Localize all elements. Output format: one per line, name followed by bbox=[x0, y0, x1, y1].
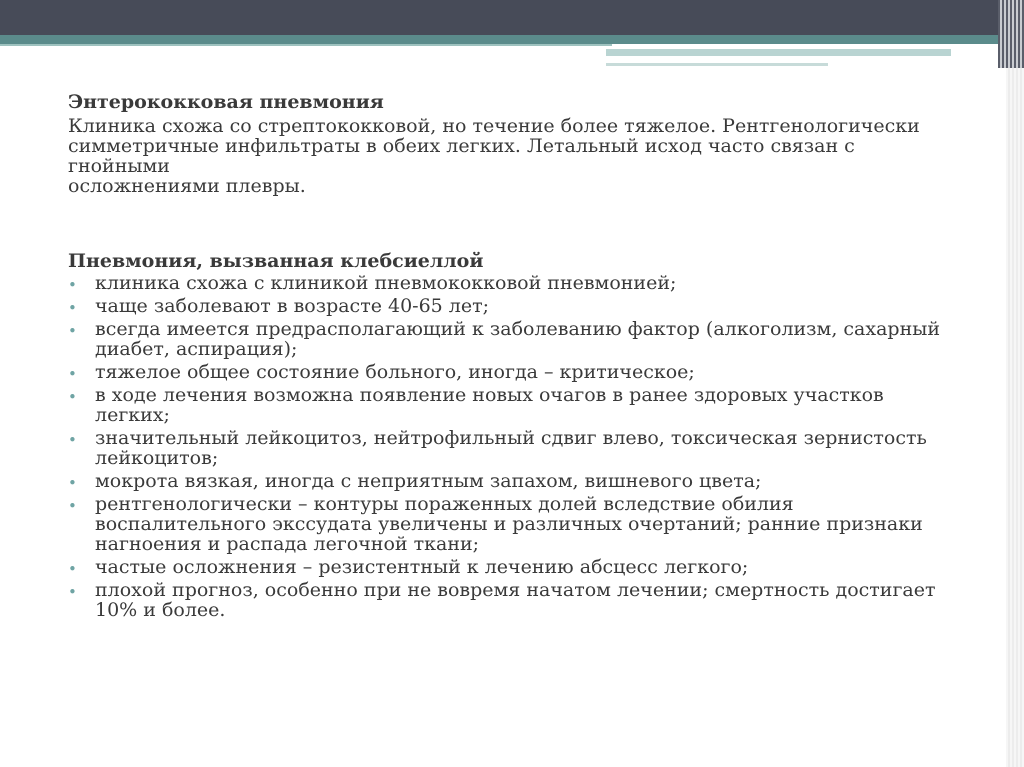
list-item-text: в ходе лечения возможна появление новых очагов в ранее здоровых участков легких; bbox=[95, 384, 884, 426]
section-title-enterococcal: Энтерококковая пневмония bbox=[68, 91, 384, 113]
bullet-dot-icon: • bbox=[68, 276, 77, 294]
bullet-dot-icon: • bbox=[68, 497, 77, 515]
list-item-text: чаще заболевают в возрасте 40-65 лет; bbox=[95, 295, 490, 317]
section-paragraph-enterococcal bbox=[68, 116, 953, 196]
list-item-text: тяжелое общее состояние больного, иногда – критическое; bbox=[95, 361, 695, 383]
header-light-band bbox=[606, 49, 951, 56]
list-item bbox=[68, 428, 953, 468]
header-dark-band bbox=[0, 0, 1024, 35]
list-item-text: рентгенологически – контуры пораженных долей вследствие обилия воспалительного экссудата увеличены и различных очертаний; ранние признаки нагноения и распада легочной ткани; bbox=[95, 493, 923, 555]
list-item-text: плохой прогноз, особенно при не вовремя начатом лечении; смертность достигает 10% и более. bbox=[95, 579, 936, 621]
bullet-dot-icon: • bbox=[68, 365, 77, 383]
section-klebsiella bbox=[68, 251, 953, 620]
list-item bbox=[68, 362, 953, 382]
bullet-dot-icon: • bbox=[68, 474, 77, 492]
list-item-text: клиника схожа с клиникой пневмококковой пневмонией; bbox=[95, 272, 677, 294]
paragraph-line: осложнениями плевры. bbox=[68, 175, 306, 197]
bullet-dot-icon: • bbox=[68, 322, 77, 340]
paragraph-line: симметричные инфильтраты в обеих легких. Летальный исход часто связан с гнойными bbox=[68, 135, 855, 177]
list-item bbox=[68, 319, 953, 359]
header-accent-line bbox=[0, 44, 612, 46]
list-item bbox=[68, 557, 953, 577]
paragraph-line: Клиника схожа со стрептококковой, но течение более тяжелое. Рентгенологически bbox=[68, 115, 920, 137]
bullet-dot-icon: • bbox=[68, 431, 77, 449]
list-item-text: частые осложнения – резистентный к лечению абсцесс легкого; bbox=[95, 556, 749, 578]
list-item bbox=[68, 273, 953, 293]
bullet-dot-icon: • bbox=[68, 299, 77, 317]
list-item-text: значительный лейкоцитоз, нейтрофильный сдвиг влево, токсическая зернистость лейкоцитов; bbox=[95, 427, 927, 469]
list-item bbox=[68, 494, 953, 554]
bullet-dot-icon: • bbox=[68, 388, 77, 406]
list-item bbox=[68, 385, 953, 425]
list-item-text: мокрота вязкая, иногда с неприятным запахом, вишневого цвета; bbox=[95, 470, 762, 492]
corner-stripes bbox=[998, 0, 1024, 68]
list-item-text: всегда имеется предрасполагающий к заболеванию фактор (алкоголизм, сахарный диабет, аспирация); bbox=[95, 318, 941, 360]
section-title-klebsiella: Пневмония, вызванная клебсиеллой bbox=[68, 250, 484, 272]
list-item bbox=[68, 471, 953, 491]
header-teal-band bbox=[0, 35, 1000, 44]
list-item bbox=[68, 296, 953, 316]
header-thin-line bbox=[606, 63, 828, 66]
bullet-dot-icon: • bbox=[68, 583, 77, 601]
bullet-dot-icon: • bbox=[68, 560, 77, 578]
slide-content bbox=[68, 92, 953, 623]
list-item bbox=[68, 580, 953, 620]
bullet-list bbox=[68, 273, 953, 620]
side-stripes bbox=[1006, 68, 1024, 767]
